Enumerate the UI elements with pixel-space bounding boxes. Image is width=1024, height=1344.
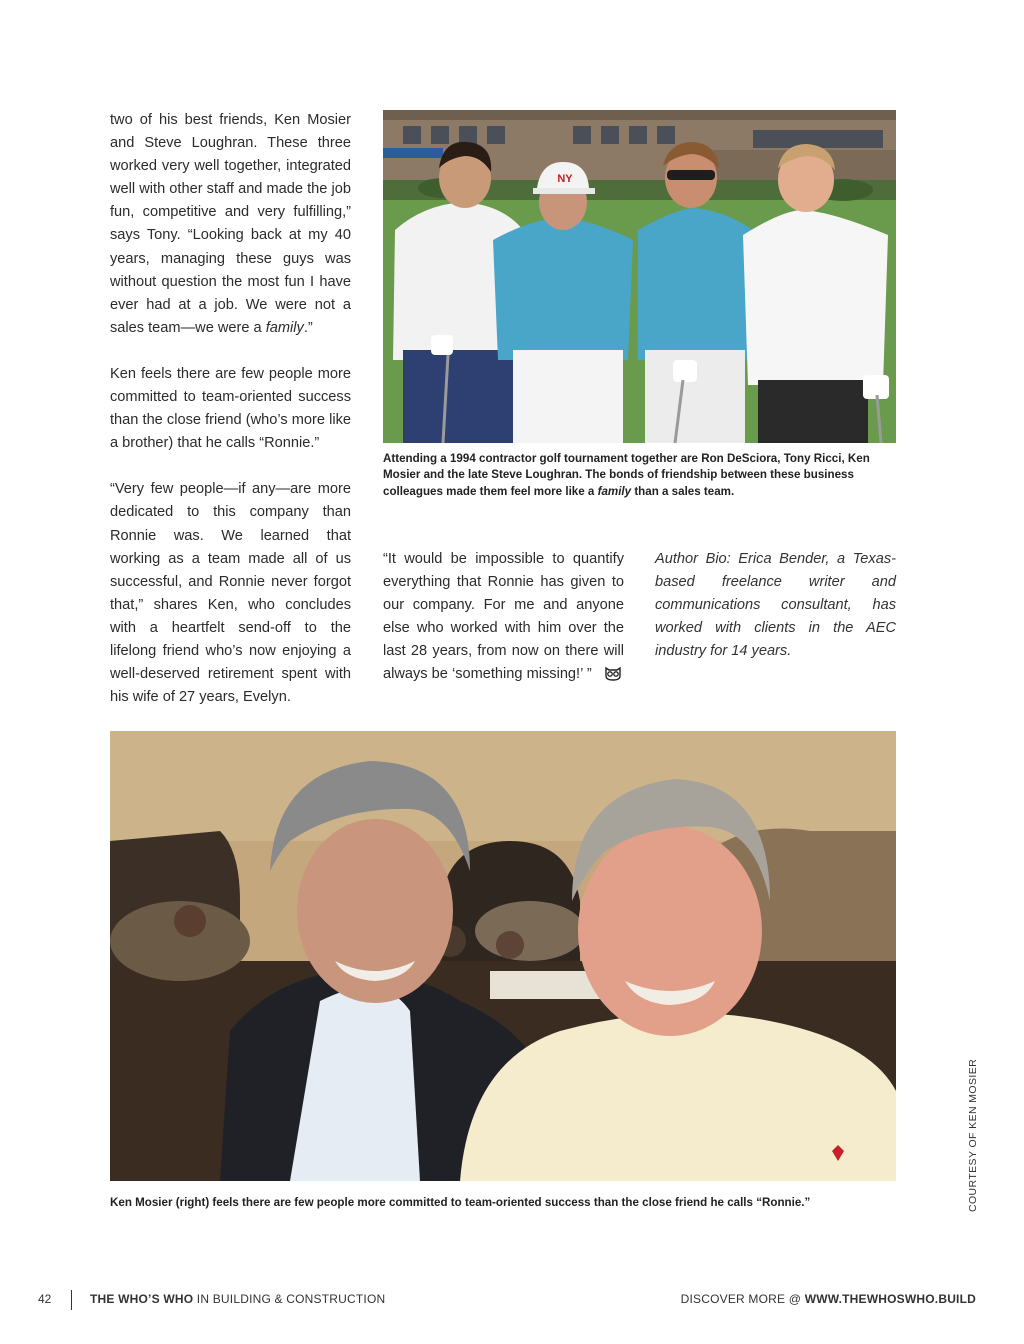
footer-divider xyxy=(71,1290,72,1310)
cap-logo-text: NY xyxy=(557,173,573,185)
paragraph-3: “Very few people—if any—are more dedicated to this company than Ronnie was. We learned that working as a team made all of us successful, and Ronnie never forgot that,” shares Ken, who concludes with a heartfelt send-off to the lifelong friend who’s now enjoying a well-deserved retirement spent with his wife of 27 years, Evelyn. xyxy=(110,481,351,706)
article-left-column xyxy=(110,109,351,709)
golf-tournament-photo xyxy=(383,110,896,443)
golf-photo-illustration xyxy=(383,110,896,443)
author-bio: Author Bio: Erica Bender, a Texas-based freelance writer and communications consultant, has worked with clients in the AEC industry for 14 years. xyxy=(655,551,896,660)
dinner-photo xyxy=(110,731,896,1181)
closing-quote: “It would be impossible to quantify everything that Ronnie has given to our company. For me and anyone else who worked with him over the last 28 years, from now on there will always be ‘something missing!’ ” xyxy=(383,548,624,690)
discover-more: DISCOVER MORE @ WWW.THEWHOSWHO.BUILD xyxy=(680,1292,976,1306)
owl-end-mark-icon xyxy=(604,666,622,689)
golf-photo-caption: Attending a 1994 contractor golf tournament together are Ron DeSciora, Tony Ricci, Ken Mosier and the late Steve Loughran. The bonds of friendship between these business colleagues made them feel more like a family than a sales team. xyxy=(383,452,870,498)
page-number: 42 xyxy=(38,1292,52,1306)
dinner-photo-caption: Ken Mosier (right) feels there are few people more committed to team-oriented success than the close friend he calls “Ronnie.” xyxy=(110,1196,811,1209)
dinner-photo-illustration xyxy=(110,731,896,1181)
website-link[interactable]: WWW.THEWHOSWHO.BUILD xyxy=(804,1292,976,1306)
paragraph-2: Ken feels there are few people more committed to team-oriented success than the close friend (who’s more like a brother) that he calls “Ronnie.” xyxy=(110,365,351,452)
article-middle-column xyxy=(383,548,624,690)
photo-credit: COURTESY OF KEN MOSIER xyxy=(967,1058,979,1212)
magazine-title: THE WHO’S WHO IN BUILDING & CONSTRUCTION xyxy=(90,1292,386,1306)
paragraph-1: two of his best friends, Ken Mosier and Steve Loughran. These three worked very well together, integrated well with other staff and made the job fun, competitive and very fulfilling,” says Tony. “Looking back at my 40 years, managing these guys was without question the most fun I have ever had at a job. We were not a sales team—we were a family.” xyxy=(110,112,351,336)
